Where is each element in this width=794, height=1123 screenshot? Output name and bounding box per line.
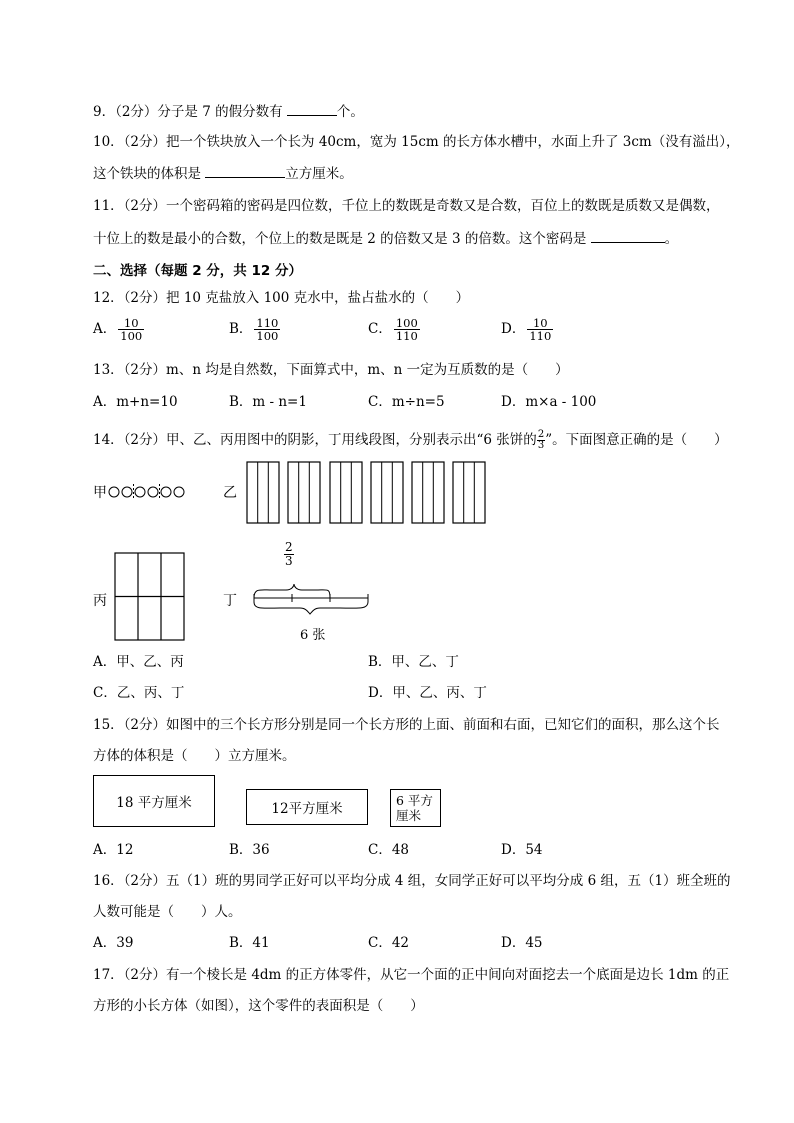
question-16-line-2 [93, 903, 242, 921]
question-text: （2分）如图中的三个长方形分别是同一个长方形的上面、前面和右面，已知它们的面积，那么这个长 [123, 717, 720, 733]
question-number: 17． [93, 967, 124, 983]
question-text-tail: ”。下面图意正确的是（ ） [545, 432, 728, 448]
option-c[interactable] [368, 393, 445, 411]
fraction [537, 430, 545, 451]
option-b[interactable] [229, 841, 270, 859]
denominator: 3 [537, 440, 545, 451]
option-label: D． [501, 935, 526, 951]
denominator: 3 [285, 554, 293, 568]
option-text: 36 [252, 842, 270, 858]
option-text: m×a - 100 [525, 394, 597, 410]
question-text: （2分）把一个铁块放入一个长为 40cm，宽为 15cm 的长方体水槽中，水面上升了 3cm（没有溢出）， [123, 134, 740, 150]
option-text: 甲、乙、丁 [391, 654, 459, 670]
circles-figure-jia [108, 482, 190, 502]
question-10-line-1 [93, 133, 739, 151]
option-label: B． [229, 321, 253, 337]
option-label: D． [501, 842, 526, 858]
option-a[interactable] [93, 317, 144, 342]
option-d[interactable] [368, 684, 487, 702]
option-c[interactable] [368, 841, 409, 859]
question-12 [93, 289, 469, 307]
option-label: D． [501, 321, 526, 337]
question-text: 人数可能是（ ）人。 [93, 904, 242, 920]
option-label: C． [368, 394, 392, 410]
option-b[interactable] [368, 653, 459, 671]
question-text-tail: 立方厘米。 [285, 166, 353, 182]
area-box-text-line-2: 厘米 [396, 808, 422, 823]
area-box-top: 18 平方厘米 [93, 775, 215, 827]
option-label: A． [93, 394, 117, 410]
option-d[interactable] [501, 841, 543, 859]
question-10-line-2 [93, 163, 353, 183]
question-14 [93, 430, 728, 451]
question-number: 14． [93, 432, 124, 448]
option-c[interactable] [368, 934, 409, 952]
question-text: （2分）五（1）班的男同学正好可以平均分成 4 组，女同学正好可以平均分成 6 组，五（1）班全班的 [123, 873, 731, 889]
area-box-text-line-1: 6 平方 [396, 793, 433, 808]
question-number: 9． [93, 104, 116, 120]
question-17-line-2 [93, 997, 424, 1015]
option-text: 42 [391, 935, 410, 951]
fraction [394, 317, 420, 342]
question-11-line-1 [93, 197, 720, 215]
option-d[interactable] [501, 393, 596, 411]
fraction [254, 317, 280, 342]
option-text: m - n=1 [252, 394, 307, 410]
option-label: B． [229, 394, 253, 410]
area-box-right [390, 789, 441, 827]
option-c[interactable] [93, 684, 184, 702]
question-text: （2分）有一个棱长是 4dm 的正方体零件，从它一个面的正中间向对面挖去一个底面是边长 1dm 的正 [123, 967, 730, 983]
question-text: 方形的小长方体（如图），这个零件的表面积是（ ） [93, 998, 424, 1014]
denominator: 110 [395, 329, 418, 343]
fraction [118, 317, 144, 342]
option-label: A． [93, 842, 117, 858]
figure-label-ding: 丁 [223, 593, 237, 609]
denominator: 110 [529, 329, 552, 343]
numerator: 10 [527, 317, 553, 330]
option-b[interactable] [229, 317, 280, 342]
option-text: 41 [252, 935, 270, 951]
question-text: （2分）甲、乙、丙用图中的阴影，丁用线段图，分别表示出“6 张饼的 [123, 432, 537, 448]
question-number: 13． [93, 362, 124, 378]
segment-diagram-ding [250, 574, 374, 614]
figure-label-jia: 甲 [93, 485, 107, 501]
answer-blank[interactable] [591, 228, 665, 243]
question-text: 这个铁块的体积是 [93, 166, 201, 182]
option-c[interactable] [368, 317, 420, 342]
option-label: B． [229, 935, 253, 951]
segment-fraction [284, 541, 294, 568]
option-label: D． [501, 394, 526, 410]
grid-figure-bing [114, 552, 186, 642]
option-text: 甲、乙、丙、丁 [392, 685, 487, 701]
segment-label: 6 张 [300, 628, 326, 643]
option-label: A． [93, 321, 117, 337]
question-text: （2分）把 10 克盐放入 100 克水中，盐占盐水的（ ） [123, 290, 470, 306]
denominator: 100 [120, 329, 143, 343]
option-a[interactable] [93, 393, 178, 411]
question-number: 15． [93, 717, 124, 733]
option-d[interactable] [501, 317, 553, 342]
option-label: C． [368, 935, 392, 951]
option-text: m÷n=5 [391, 394, 445, 410]
option-label: A． [93, 935, 117, 951]
question-13 [93, 361, 569, 379]
option-label: C． [368, 842, 392, 858]
option-text: 45 [525, 935, 543, 951]
numerator: 2 [285, 540, 293, 554]
option-text: 54 [525, 842, 543, 858]
question-number: 10． [93, 134, 124, 150]
question-17-line-1 [93, 966, 729, 984]
question-9 [93, 101, 364, 121]
rectangles-figure-yi [246, 461, 536, 525]
option-label: C． [368, 321, 392, 337]
question-15-line-2 [93, 747, 296, 765]
fraction [527, 317, 553, 342]
numerator: 2 [537, 429, 545, 440]
option-a[interactable] [93, 653, 184, 671]
option-text: m+n=10 [116, 394, 178, 410]
figure-label-yi: 乙 [223, 485, 237, 501]
option-b[interactable] [229, 393, 307, 411]
option-a[interactable] [93, 841, 133, 859]
option-label: B． [368, 654, 392, 670]
question-16-line-1 [93, 872, 731, 890]
option-text: 乙、丙、丁 [116, 685, 185, 701]
option-text: 48 [391, 842, 410, 858]
option-text: 12 [116, 842, 134, 858]
question-text: （2分）m、n 均是自然数，下面算式中，m、n 一定为互质数的是（ ） [123, 362, 569, 378]
option-text: 甲、乙、丙 [116, 654, 184, 670]
option-a[interactable] [93, 934, 133, 952]
question-text-tail: 。 [664, 231, 679, 247]
option-label: C． [93, 685, 117, 701]
option-b[interactable] [229, 934, 270, 952]
answer-blank[interactable] [205, 163, 285, 178]
area-box-front: 12平方厘米 [246, 789, 368, 825]
question-text-tail: 个。 [336, 104, 364, 120]
question-text: （2分）一个密码箱的密码是四位数，千位上的数既是奇数又是合数，百位上的数既是质数又是偶数， [123, 198, 720, 214]
numerator: 110 [256, 316, 279, 330]
option-label: B． [229, 842, 253, 858]
question-number: 16． [93, 873, 124, 889]
option-d[interactable] [501, 934, 543, 952]
figure-label-bing: 丙 [93, 593, 107, 609]
option-text: 39 [116, 935, 134, 951]
option-label: A． [93, 654, 117, 670]
answer-blank[interactable] [287, 101, 337, 116]
numerator: 100 [395, 316, 418, 330]
question-text: 十位上的数是最小的合数，个位上的数是既是 2 的倍数又是 3 的倍数。这个密码是 [93, 231, 587, 247]
question-number: 12． [93, 290, 124, 306]
numerator: 10 [118, 317, 144, 330]
question-number: 11． [93, 198, 124, 214]
option-label: D． [368, 685, 393, 701]
denominator: 100 [256, 329, 279, 343]
question-11-line-2 [93, 228, 678, 248]
question-text: 方体的体积是（ ）立方厘米。 [93, 748, 296, 764]
section-heading: 二、选择（每题 2 分，共 12 分） [93, 263, 302, 279]
question-text: （2分）分子是 7 的假分数有 [115, 104, 283, 120]
question-15-line-1 [93, 716, 720, 734]
